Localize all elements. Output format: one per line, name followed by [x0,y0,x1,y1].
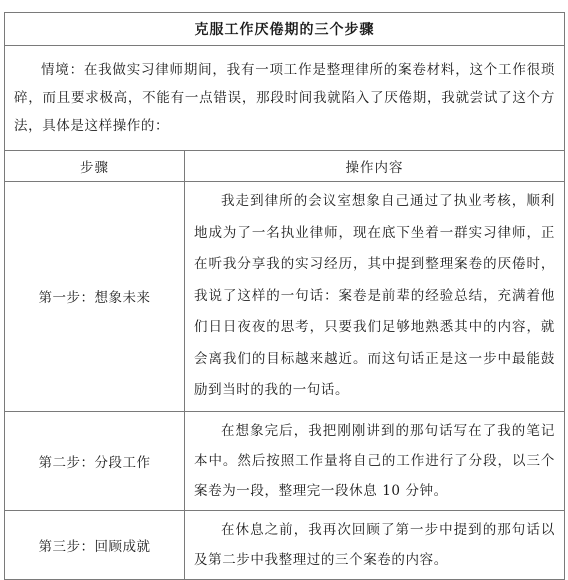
step-content-cell: 在休息之前，我再次回顾了第一步中提到的那句话以及第二步中我整理过的三个案卷的内容。 [185,510,565,579]
column-header-content: 操作内容 [185,151,565,182]
table-header-row [5,151,565,182]
table-row [5,411,565,510]
step-content-cell: 我走到律所的会议室想象自己通过了执业考核，顺利地成为了一名执业律师，现在底下坐着一群实习律师，正在听我分享我的实习经历，其中提到整理案卷的厌倦时，我说了这样的一句话：案卷是前辈的经验总结，充满着他们日日夜夜的思考，只要我们足够地熟悉其中的内容，就会离我们的目标越来越近。而这句话正是这一步中最能鼓励到当时的我的一句话。 [185,182,565,412]
step-name-cell: 第三步：回顾成就 [5,510,185,579]
situation-text: 情境：在我做实习律师期间，我有一项工作是整理律所的案卷材料，这个工作很琐碎，而且要求极高，不能有一点错误，那段时间我就陷入了厌倦期，我就尝试了这个方法，具体是这样操作的： [5,46,565,151]
steps-table [4,12,565,580]
step-name-cell: 第一步：想象未来 [5,182,185,412]
table-row [5,182,565,412]
table-row [5,510,565,579]
step-name-cell: 第二步：分段工作 [5,411,185,510]
table-title: 克服工作厌倦期的三个步骤 [5,13,565,46]
column-header-step: 步骤 [5,151,185,182]
table-title-row [5,13,565,46]
step-content-cell: 在想象完后，我把刚刚讲到的那句话写在了我的笔记本中。然后按照工作量将自己的工作进行了分段，以三个案卷为一段，整理完一段休息 10 分钟。 [185,411,565,510]
table-intro-row [5,46,565,151]
